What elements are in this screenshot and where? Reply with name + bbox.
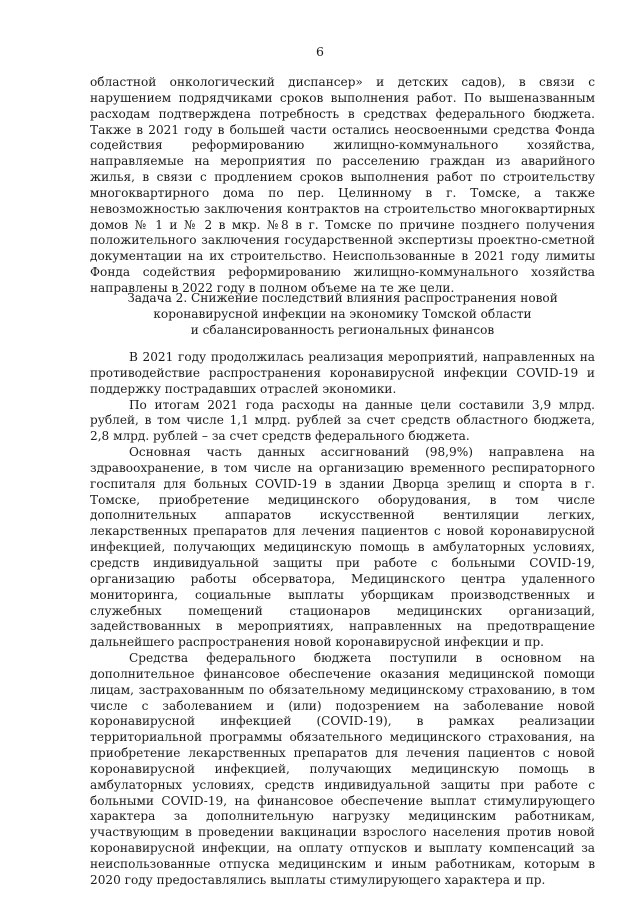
section-heading-line: коронавирусной инфекции на экономику Томской области xyxy=(153,306,532,321)
body-paragraph: Основная часть данных ассигнований (98,9%) направлена на здравоохранение, в том числе на организацию временного респираторного госпиталя для больных COVID-19 в здании Дворца зрелищ и спорта в г. Томске, приобретение медицинского оборудования, в том числе дополнительных аппаратов искусственной вентиляции легких, лекарственных препаратов для лечения пациентов с новой коронавирусной инфекцией, получающих медицинскую помощь в амбулаторных условиях, средств индивидуальной защиты при работе с больными COVID-19, организацию работы обсерватора, Медицинского центра удаленного мониторинга, социальные выплаты уборщикам производственных и служебных помещений стационаров медицинских организаций, задействованных в мероприятиях, направленных на предотвращение дальнейшего распространения новой коронавирусной инфекции и пр. xyxy=(90,445,595,650)
section-heading-line: Задача 2. Снижение последствий влияния распространения новой xyxy=(127,291,558,305)
page-number: 6 xyxy=(316,44,324,59)
body-paragraph: По итогам 2021 года расходы на данные цели составили 3,9 млрд. рублей, в том числе 1,1 млрд. рублей за счет средств областного бюджета, 2,8 млрд. рублей – за счет средств федерального бюджета. xyxy=(90,397,595,444)
intro-text-block xyxy=(90,75,595,297)
section-body xyxy=(90,350,595,889)
section-heading-line: и сбалансированность региональных финансов xyxy=(190,322,495,337)
body-paragraph: Средства федерального бюджета поступили в основном на дополнительное финансовое обеспечение оказания медицинской помощи лицам, застрахованным по обязательному медицинскому страхованию, в том числе с заболеванием и (или) подозрением на заболевание новой коронавирусной инфекцией (COVID-19), в рамках реализации территориальной программы обязательного медицинского страхования, на приобретение лекарственных препаратов для лечения пациентов с новой коронавирусной инфекцией, получающих медицинскую помощь в амбулаторных условиях, средств индивидуальной защиты при работе с больными COVID-19, на финансовое обеспечение выплат стимулирующего характера за дополнительную нагрузку медицинским работникам, участвующим в проведении вакцинации взрослого населения против новой коронавирусной инфекции, на оплату отпусков и выплату компенсаций за неиспользованные отпуска медицинским и иным работникам, которым в 2020 году предоставлялись выплаты стимулирующего характера и пр. xyxy=(90,651,595,887)
section-heading xyxy=(90,291,595,339)
intro-paragraph: областной онкологический диспансер» и детских садов), в связи с нарушением подрядчиками сроков выполнения работ. По вышеназванным расходам подтверждена потребность в средствах федерального бюджета. Также в 2021 году в большей части остались неосвоенными средства Фонда содействия реформированию жилищно-коммунального хозяйства, направляемые на мероприятия по расселению граждан из аварийного жилья, в связи с продлением сроков выполнения работ по строительству многоквартирного дома по пер. Целинному в г. Томске, а также невозможностью заключения контрактов на строительство многоквартирных домов № 1 и № 2 в мкр. №8 в г. Томске по причине позднего получения положительного заключения государственной экспертизы проектно-сметной документации на их строительство. Неиспользованные в 2021 году лимиты Фонда содействия реформированию жилищно-коммунального хозяйства направлены в 2022 году в полном объеме на те же цели. xyxy=(90,75,595,295)
body-paragraph: В 2021 году продолжилась реализация мероприятий, направленных на противодействие распространения коронавирусной инфекции COVID-19 и поддержку пострадавших отраслей экономики. xyxy=(90,350,595,396)
